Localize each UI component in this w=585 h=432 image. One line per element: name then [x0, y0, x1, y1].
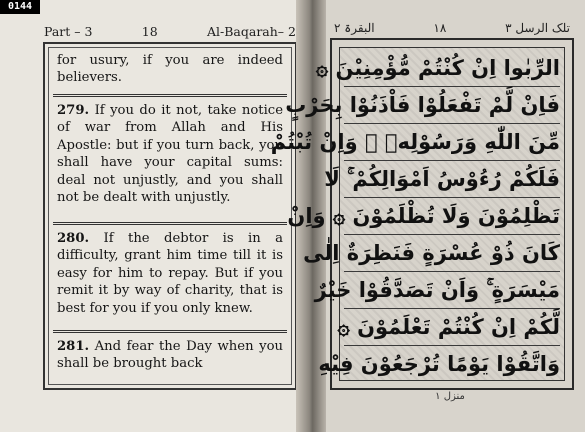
- verse-number: 281.: [57, 339, 90, 354]
- verse-number: 279.: [57, 103, 90, 118]
- arabic-line: فَاِنْ لَّمْ تَفْعَلُوْا فَاْذَنُوْا بِحَرْبٍ: [285, 93, 560, 117]
- arabic-text-panel: [270, 47, 565, 381]
- image-id-stamp: 0144: [0, 0, 40, 14]
- arabic-page-number: ١٨: [433, 21, 447, 35]
- arabic-line: لَّكُمْ اِنْ كُنْتُمْ تَعْلَمُوْنَ ۞: [337, 315, 560, 339]
- verse-number: 280.: [57, 231, 90, 246]
- arabic-line: كَانَ ذُوْ عُسْرَةٍ فَنَظِرَةٌ اِلٰى: [303, 241, 560, 265]
- arabic-line: فَلَكُمْ رُءُوْسُ اَمْوَالِكُمْ ۚ لَا: [324, 167, 560, 191]
- paragraph-text: If the debtor is in a difficulty, grant him time till it is easy for him to repay. But if you remit it by way of charity, that is best for you if you only knew.: [57, 231, 283, 316]
- divider: [53, 222, 287, 225]
- paragraph-text: And fear the Day when you shall be brought back: [57, 339, 283, 372]
- translation-frame: [43, 42, 297, 390]
- surah-label: Al-Baqarah– 2: [206, 24, 296, 39]
- arabic-line: تَظْلِمُوْنَ وَلَا تُظْلَمُوْنَ ۞ وَاِنْ: [287, 204, 560, 228]
- arabic-line: الرِّبٰوا اِنْ كُنْتُمْ مُّؤْمِنِيْنَ ۞: [315, 56, 560, 80]
- manzil-footer: منزل ۱: [435, 391, 465, 402]
- paragraph-281: [57, 338, 283, 373]
- arabic-text-frame: [270, 38, 574, 390]
- paragraph-280: [57, 230, 283, 317]
- juz-arabic-label: تلک الرسل ۳: [505, 21, 570, 35]
- divider: [53, 94, 287, 97]
- paragraph-text: for usury, if you are indeed believers.: [57, 53, 283, 86]
- arabic-line: مِّنَ اللّٰهِ وَرَسُوْلِهٖ ۚ وَاِنْ تُبْتُمْ: [270, 130, 560, 154]
- paragraph-0: [57, 52, 283, 87]
- paragraph-text: If you do it not, take notice of war from Allah and His Apostle: but if you turn back, you shall have your capital sums: deal not unjustly, and you shall not be dealt with unjustly.: [57, 103, 284, 206]
- left-page-header: [44, 24, 296, 42]
- surah-arabic-label: البقرۃ ۲: [334, 21, 375, 35]
- paragraph-279: [57, 102, 283, 206]
- right-page-header: [334, 18, 570, 38]
- divider: [53, 330, 287, 333]
- part-label: Part – 3: [44, 24, 93, 39]
- arabic-line: مَيْسَرَةٍ ۚ وَاَنْ تَصَدَّقُوْا خَيْرٌ: [314, 278, 560, 302]
- arabic-line: وَاتَّقُوْا يَوْمًا تُرْجَعُوْنَ فِيْهِ: [318, 352, 560, 376]
- page-number: 18: [141, 24, 158, 39]
